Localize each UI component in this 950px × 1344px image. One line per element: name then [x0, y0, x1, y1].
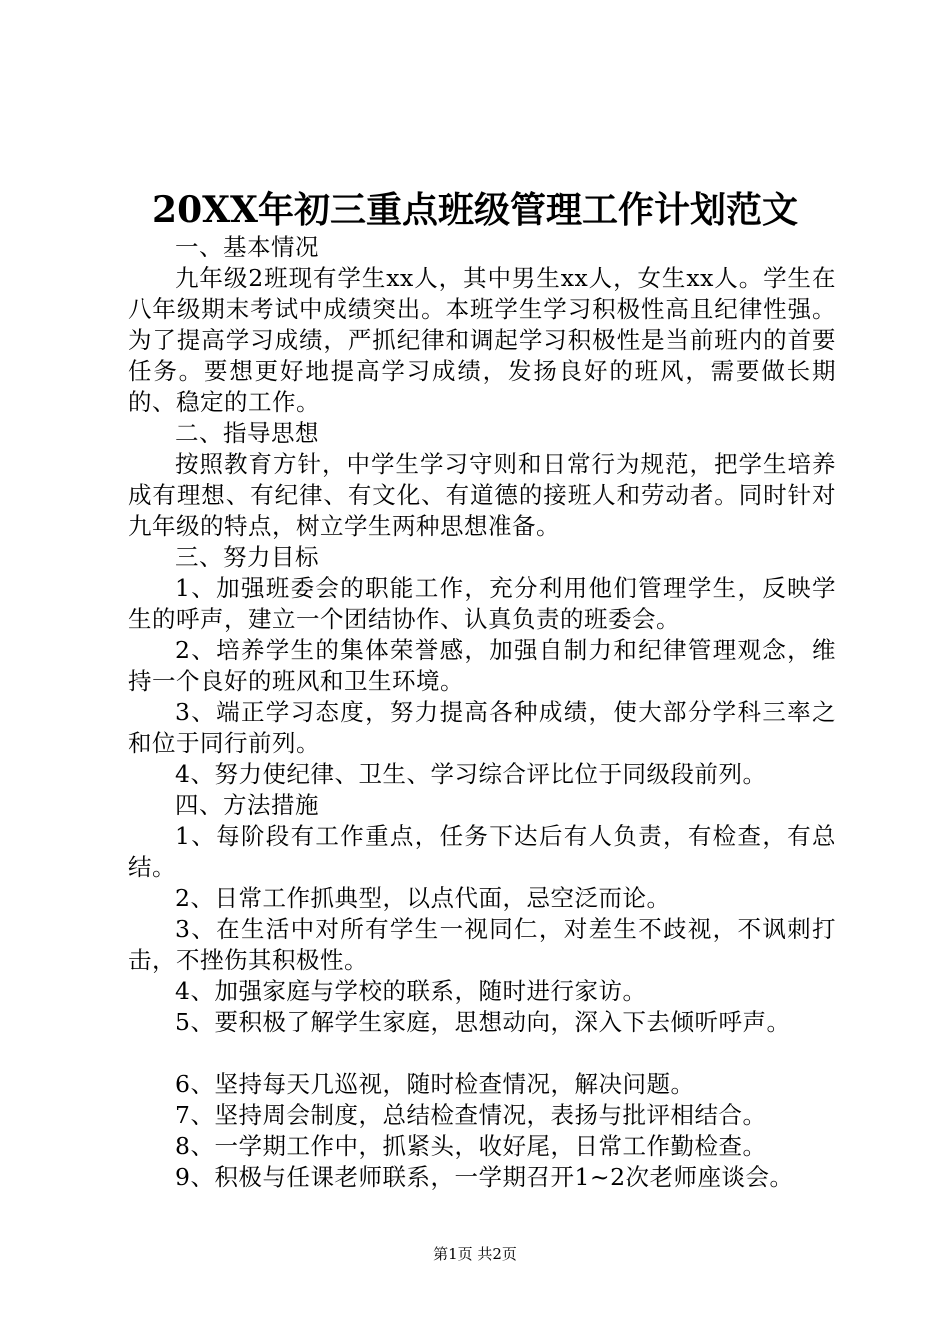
document-title: 20XX年初三重点班级管理工作计划范文: [152, 189, 798, 231]
measure-item-8: 8、一学期工作中，抓紧头，收好尾，日常工作勤检查。: [175, 1132, 767, 1160]
goal-item-1: 1、加强班委会的职能工作，充分利用他们管理学生，反映学生的呼声，建立一个团结协作、认真负责的班委会。: [128, 574, 836, 633]
measure-item-5: 5、要积极了解学生家庭，思想动向，深入下去倾听呼声。: [175, 1008, 791, 1036]
goal-item-3: 3、端正学习态度，努力提高各种成绩，使大部分学科三率之和位于同行前列。: [128, 698, 836, 757]
section-heading-basic-situation: 一、基本情况: [175, 233, 319, 261]
measure-item-7: 7、坚持周会制度，总结检查情况，表扬与批评相结合。: [175, 1101, 767, 1129]
measure-item-2: 2、日常工作抓典型，以点代面，忌空泛而论。: [175, 884, 671, 912]
document-body: [128, 232, 836, 1193]
section-heading-guiding-thought: 二、指导思想: [175, 419, 319, 447]
measure-item-3: 3、在生活中对所有学生一视同仁，对差生不歧视，不讽刺打击，不挫伤其积极性。: [128, 915, 836, 974]
measure-item-1: 1、每阶段有工作重点，任务下达后有人负责，有检查，有总结。: [128, 822, 836, 881]
paragraph-guiding-thought: 按照教育方针，中学生学习守则和日常行为规范，把学生培养成有理想、有纪律、有文化、有道德的接班人和劳动者。同时针对九年级的特点，树立学生两种思想准备。: [128, 450, 836, 540]
measure-item-6: 6、坚持每天几巡视，随时检查情况，解决问题。: [175, 1070, 695, 1098]
paragraph-basic-situation: 九年级2班现有学生xx人，其中男生xx人，女生xx人。学生在八年级期末考试中成绩突出。本班学生学习积极性高且纪律性强。为了提高学习成绩，严抓纪律和调起学习积极性是当前班内的首要任务。要想更好地提高学习成绩，发扬良好的班风，需要做长期的、稳定的工作。: [128, 264, 836, 416]
goal-item-2: 2、培养学生的集体荣誉感，加强自制力和纪律管理观念，维持一个良好的班风和卫生环境。: [128, 636, 836, 695]
section-heading-measures: 四、方法措施: [175, 791, 319, 819]
measure-item-9: 9、积极与任课老师联系，一学期召开1~2次老师座谈会。: [175, 1163, 794, 1191]
page-number-footer: 第1页 共2页: [433, 1245, 517, 1263]
goal-item-4: 4、努力使纪律、卫生、学习综合评比位于同级段前列。: [175, 760, 767, 788]
blank-line: [128, 1038, 836, 1069]
section-heading-goals: 三、努力目标: [175, 543, 319, 571]
measure-item-4: 4、加强家庭与学校的联系，随时进行家访。: [175, 977, 647, 1005]
